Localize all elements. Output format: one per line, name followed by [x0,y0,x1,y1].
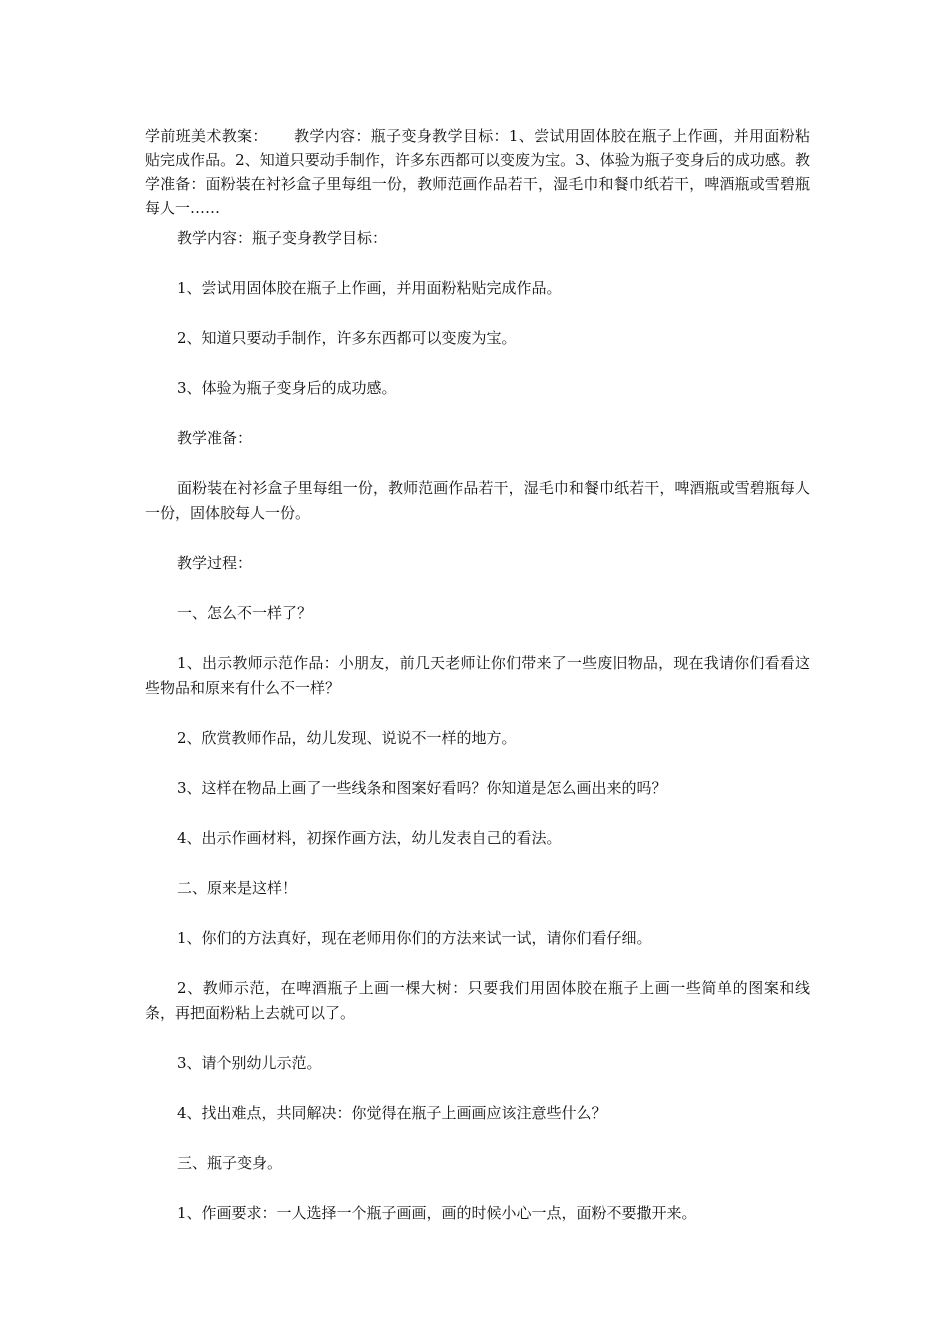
paragraph-process-heading: 教学过程： [177,554,253,572]
paragraph-objective-3: 3、体验为瓶子变身后的成功感。 [177,379,397,397]
paragraph-section-1-step-4: 4、出示作画材料，初探作画方法，幼儿发表自己的看法。 [177,829,562,847]
paragraph-section-1-step-2: 2、欣赏教师作品，幼儿发现、说说不一样的地方。 [177,729,517,747]
paragraph-section-2-step-2: 2、教师示范，在啤酒瓶子上画一棵大树：只要我们用固体胶在瓶子上画一些简单的图案和线条，再把面粉粘上去就可以了。 [145,979,810,1022]
summary-label: 学前班美术教案： [145,127,268,145]
summary-paragraph [145,124,810,220]
paragraph-content-heading: 教学内容：瓶子变身教学目标： [177,229,388,247]
paragraph-objective-1: 1、尝试用固体胶在瓶子上作画，并用面粉粘贴完成作品。 [177,279,562,297]
paragraph-objective-2: 2、知道只要动手制作，许多东西都可以变废为宝。 [177,329,517,347]
paragraph-section-2-step-1: 1、你们的方法真好，现在老师用你们的方法来试一试，请你们看仔细。 [177,929,652,947]
paragraph-section-2-step-4: 4、找出难点，共同解决：你觉得在瓶子上画画应该注意些什么？ [177,1104,607,1122]
paragraph-section-1-step-3: 3、这样在物品上画了一些线条和图案好看吗？你知道是怎么画出来的吗？ [177,779,667,797]
paragraph-section-2-step-3: 3、请个别幼儿示范。 [177,1054,322,1072]
paragraph-section-3-step-1: 1、作画要求：一人选择一个瓶子画画，画的时候小心一点，面粉不要撒开来。 [177,1204,697,1222]
paragraph-section-1-heading: 一、怎么不一样了？ [177,604,313,622]
paragraph-preparation-heading: 教学准备： [177,429,253,447]
summary-text: 教学内容：瓶子变身教学目标：1、尝试用固体胶在瓶子上作画，并用面粉粘贴完成作品。2、知道只要动手制作，许多东西都可以变废为宝。3、体验为瓶子变身后的成功感。教学准备：面粉装在衬衫盒子里每组一份，教师范画作品若干，湿毛巾和餐巾纸若干，啤酒瓶或雪碧瓶每人一…… [145,127,810,217]
paragraph-section-1-step-1: 1、出示教师示范作品：小朋友，前几天老师让你们带来了一些废旧物品，现在我请你们看看这些物品和原来有什么不一样？ [145,654,810,697]
paragraph-section-2-heading: 二、原来是这样！ [177,879,298,897]
paragraph-section-3-heading: 三、瓶子变身。 [177,1154,283,1172]
document-page [145,124,810,1251]
paragraph-preparation-body: 面粉装在衬衫盒子里每组一份，教师范画作品若干，湿毛巾和餐巾纸若干，啤酒瓶或雪碧瓶每人一份，固体胶每人一份。 [145,479,810,522]
